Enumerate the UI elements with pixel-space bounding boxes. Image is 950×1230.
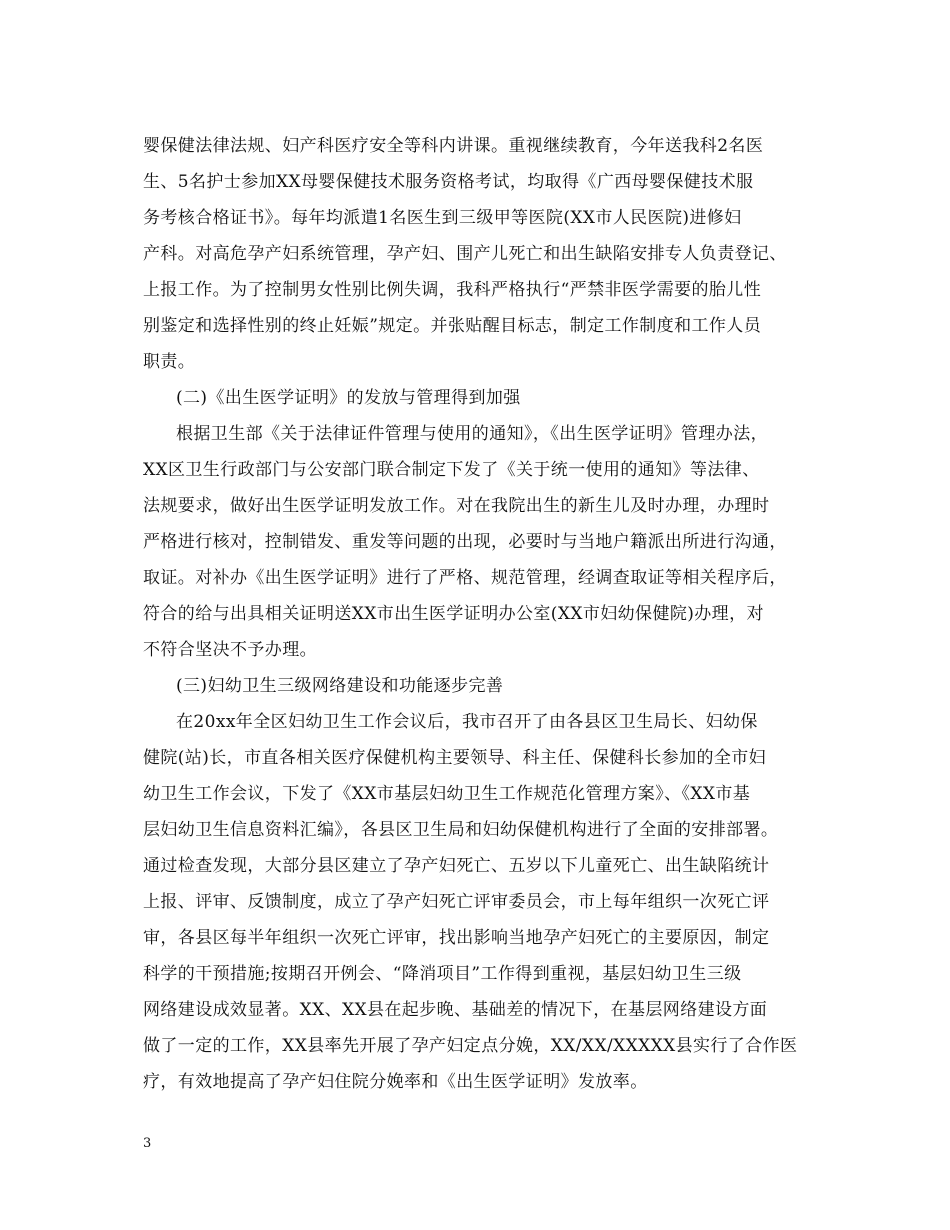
body-text-line: 层妇幼卫生信息资料汇编》，各县区卫生局和妇幼保健机构进行了全面的安排部署。 — [143, 820, 779, 840]
body-text-line: XX区卫生行政部门与公安部门联合制定下发了《关于统一使用的通知》等法律、 — [143, 460, 760, 480]
body-text-line: 务考核合格证书》。每年均派遣1名医生到三级甲等医院(XX市人民医院)进修妇 — [143, 208, 742, 228]
body-text-line: 通过检查发现，大部分县区建立了孕产妇死亡、五岁以下儿童死亡、出生缺陷统计 — [143, 856, 770, 876]
section-heading: (三)妇幼卫生三级网络建设和功能逐步完善 — [176, 676, 504, 696]
body-text-line: 不符合坚决不予办理。 — [143, 640, 317, 660]
body-text-line: 幼卫生工作会议，下发了《XX市基层妇幼卫生工作规范化管理方案》、《XX市基 — [143, 784, 751, 804]
body-text-line: 取证。对补办《出生医学证明》进行了严格、规范管理，经调查取证等相关程序后， — [143, 568, 787, 588]
body-text-line: 法规要求，做好出生医学证明发放工作。对在我院出生的新生儿及时办理，办理时 — [143, 496, 770, 516]
body-text-line: 产科。对高危孕产妇系统管理，孕产妇、围产儿死亡和出生缺陷安排专人负责登记、 — [143, 244, 787, 264]
section-heading: (二)《出生医学证明》的发放与管理得到加强 — [176, 388, 521, 408]
body-text-line: 上报工作。为了控制男女性别比例失调，我科严格执行“严禁非医学需要的胎儿性 — [143, 280, 762, 300]
body-text-line: 网络建设成效显著。XX、XX县在起步晚、基础差的情况下，在基层网络建设方面 — [143, 1000, 768, 1020]
body-text-line: 疗，有效地提高了孕产妇住院分娩率和《出生医学证明》发放率。 — [143, 1072, 648, 1092]
paragraph-first-line: 在20xx年全区妇幼卫生工作会议后，我市召开了由各县区卫生局长、妇幼保 — [176, 712, 758, 732]
body-text-line: 严格进行核对，控制错发、重发等问题的出现，必要时与当地户籍派出所进行沟通， — [143, 532, 787, 552]
body-text-line: 科学的干预措施;按期召开例会、“降消项目”工作得到重视，基层妇幼卫生三级 — [143, 964, 742, 984]
paragraph-first-line: 根据卫生部《关于法律证件管理与使用的通知》，《出生医学证明》管理办法， — [176, 424, 768, 444]
body-text-line: 别鉴定和选择性别的终止妊娠”规定。并张贴醒目标志，制定工作制度和工作人员 — [143, 316, 762, 336]
body-text-line: 做了一定的工作，XX县率先开展了孕产妇定点分娩，XX/XX/XXXXX县实行了合作医 — [143, 1036, 798, 1056]
body-text-line: 符合的给与出具相关证明送XX市出生医学证明办公室(XX市妇幼保健院)办理，对 — [143, 604, 764, 624]
body-text-line: 上报、评审、反馈制度，成立了孕产妇死亡评审委员会，市上每年组织一次死亡评 — [143, 892, 770, 912]
body-text-line: 审，各县区每半年组织一次死亡评审，找出影响当地孕产妇死亡的主要原因，制定 — [143, 928, 770, 948]
page-number: 3 — [143, 1136, 152, 1151]
body-text-line: 健院(站)长，市直各相关医疗保健机构主要领导、科主任、保健科长参加的全市妇 — [143, 748, 767, 768]
body-text-line: 婴保健法律法规、妇产科医疗安全等科内讲课。重视继续教育，今年送我科2名医 — [143, 136, 764, 156]
body-text-line: 职责。 — [143, 352, 196, 372]
body-text-line: 生、5名护士参加XX母婴保健技术服务资格考试，均取得《广西母婴保健技术服 — [143, 172, 754, 192]
